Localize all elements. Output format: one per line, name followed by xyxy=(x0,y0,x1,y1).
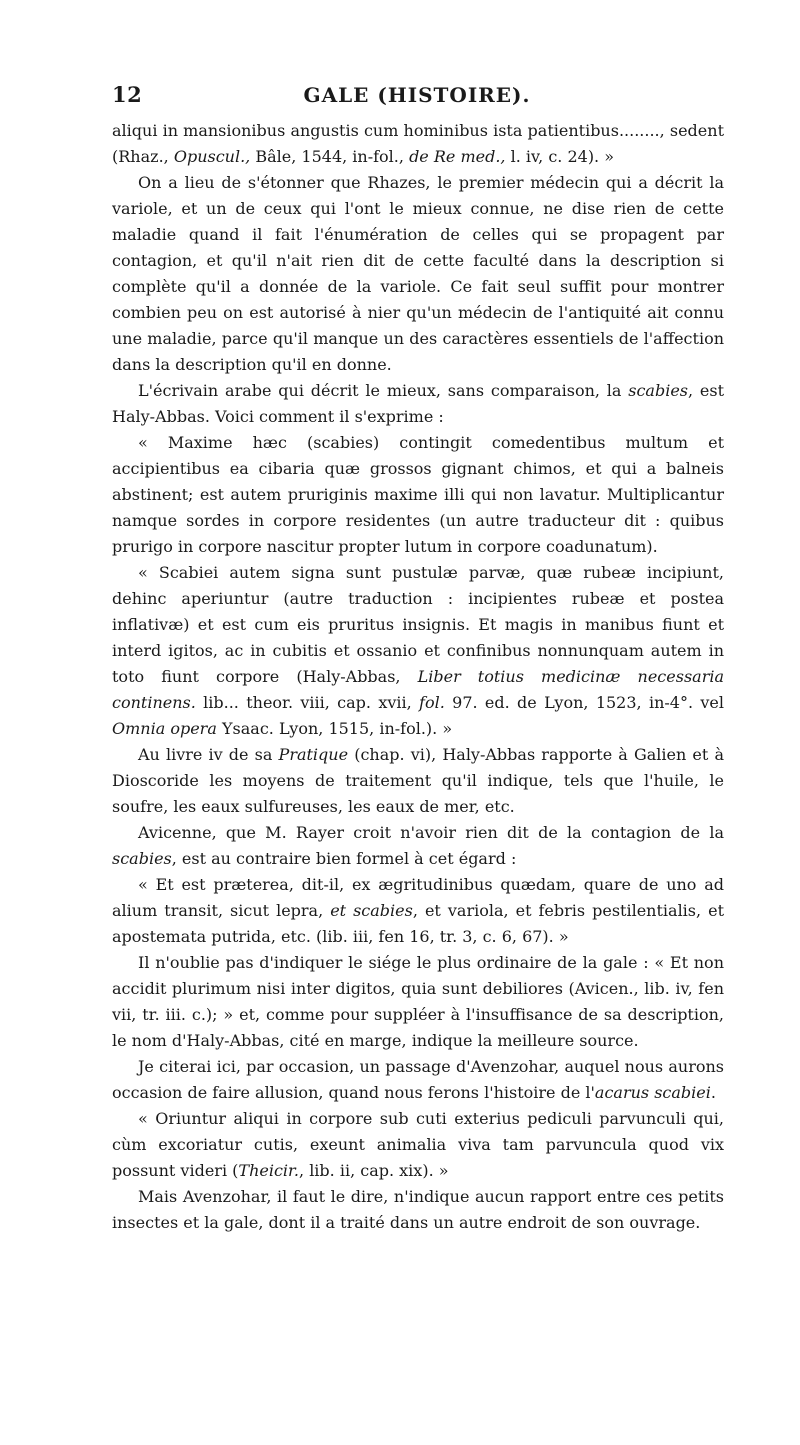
paragraph xyxy=(112,378,724,430)
page-number: 12 xyxy=(112,82,143,107)
italic-text: fol. xyxy=(419,693,445,712)
text-run: « Et est præterea, dit-il, ex ægritudinibus quædam, quare de uno ad alium transit, sicut lepra, xyxy=(112,875,724,920)
italic-text: et scabies xyxy=(330,901,413,920)
italic-text: Opuscul., xyxy=(173,147,251,166)
paragraph xyxy=(112,170,724,378)
italic-text: scabies xyxy=(628,381,688,400)
italic-text: Omnia opera xyxy=(112,719,217,738)
text-run: , est au contraire bien formel à cet égard : xyxy=(171,849,517,868)
text-run: « Oriuntur aliqui in corpore sub cuti exterius pediculi parvunculi qui, cùm excoriatur cutis, exeunt animalia viva tam parvuncula quod vix possunt videri ( xyxy=(112,1109,724,1180)
text-run: Mais Avenzohar, il faut le dire, n'indique aucun rapport entre ces petits insectes et la gale, dont il a traité dans un autre endroit de son ouvrage. xyxy=(112,1187,724,1232)
text-run: Au livre iv de sa xyxy=(138,745,279,764)
body-text xyxy=(112,118,724,1236)
text-run: Il n'oublie pas d'indiquer le siége le plus ordinaire de la gale : « Et non accidit plurimum nisi inter digitos, quia sunt debiliores (Avicen., lib. iv, fen vii, tr. iii. c.); » et, comme pour suppléer à l'insuffisance de sa description, le nom d'Haly-Abbas, cité en marge, indique la meilleure source. xyxy=(112,953,724,1050)
text-run: Avicenne, que M. Rayer croit n'avoir rien dit de la contagion de la xyxy=(138,823,724,842)
paragraph xyxy=(112,872,724,950)
page-title: GALE (HISTOIRE). xyxy=(303,83,531,107)
text-run: aliqui in mansionibus angustis cum hominibus ista patientibus........, sedent (Rhaz., xyxy=(112,121,724,166)
paragraph xyxy=(112,118,724,170)
text-run: Ysaac. Lyon, 1515, in-fol.). » xyxy=(216,719,453,738)
running-head xyxy=(112,82,722,110)
text-run: . xyxy=(710,1083,716,1102)
text-run: l. iv, c. 24). » xyxy=(505,147,615,166)
italic-text: Theicir. xyxy=(238,1161,300,1180)
paragraph xyxy=(112,950,724,1054)
italic-text: Liber totius medicinæ necessaria continens. xyxy=(112,667,724,712)
text-run: , et variola, et febris pestilentialis, et apostemata putrida, etc. (lib. iii, fen 16, tr. 3, c. 6, 67). » xyxy=(112,901,725,946)
italic-text: Pratique xyxy=(278,745,349,764)
text-run: lib... theor. viii, cap. xvii, xyxy=(195,693,420,712)
paragraph xyxy=(112,1054,724,1106)
paragraph xyxy=(112,742,724,820)
text-run: L'écrivain arabe qui décrit le mieux, sans comparaison, la xyxy=(138,381,629,400)
paragraph xyxy=(112,1184,724,1236)
text-run: Je citerai ici, par occasion, un passage d'Avenzohar, auquel nous aurons occasion de faire allusion, quand nous ferons l'histoire de l' xyxy=(112,1057,724,1102)
text-run: Bâle, 1544, in-fol., xyxy=(250,147,410,166)
text-run: « Maxime hæc (scabies) contingit comedentibus multum et accipientibus ea cibaria quæ grossos gignant chimos, et qui a balneis abstinent; est autem pruriginis maxime illi qui non lavatur. Multiplicantur namque sordes in corpore residentes (un autre traducteur dit : quibus prurigo in corpore nascitur propter lutum in corpore coadunatum). xyxy=(112,433,724,556)
text-run: « Scabiei autem signa sunt pustulæ parvæ, quæ rubeæ incipiunt, dehinc aperiuntur (autre traduction : incipientes rubeæ et postea inflativæ) et est cum eis pruritus insignis. Et magis in manibus fiunt et interd igitos, ac in cubitis et ossanio et confinibus nonnunquam autem in toto fiunt corpore (Haly-Abbas, xyxy=(112,563,724,686)
paragraph xyxy=(112,820,724,872)
text-run: On a lieu de s'étonner que Rhazes, le premier médecin qui a décrit la variole, et un de ceux qui l'ont le mieux connue, ne dise rien de cette maladie quand il fait l'énumération de celles qui se propagent par contagion, et qu'il n'ait rien dit de cette faculté dans la description si complète qu'il a donnée de la variole. Ce fait seul suffit pour montrer combien peu on est autorisé à nier qu'un médecin de l'antiquité ait connu une maladie, parce qu'il manque un des caractères essentiels de l'affection dans la description qu'il en donne. xyxy=(112,173,724,374)
italic-text: scabies xyxy=(112,849,172,868)
text-run: , lib. ii, cap. xix). » xyxy=(299,1161,449,1180)
text-run: , est Haly-Abbas. Voici comment il s'exprime : xyxy=(112,381,725,426)
text-run: (chap. vi), Haly-Abbas rapporte à Galien et à Dioscoride les moyens de traitement qu'il indique, tels que l'huile, le soufre, les eaux sulfureuses, les eaux de mer, etc. xyxy=(112,745,725,816)
paragraph xyxy=(112,1106,724,1184)
text-run: 97. ed. de Lyon, 1523, in-4°. vel xyxy=(444,693,725,712)
italic-text: de Re med., xyxy=(409,147,506,166)
italic-text: acarus scabiei xyxy=(594,1083,711,1102)
paragraph xyxy=(112,560,724,742)
paragraph xyxy=(112,430,724,560)
